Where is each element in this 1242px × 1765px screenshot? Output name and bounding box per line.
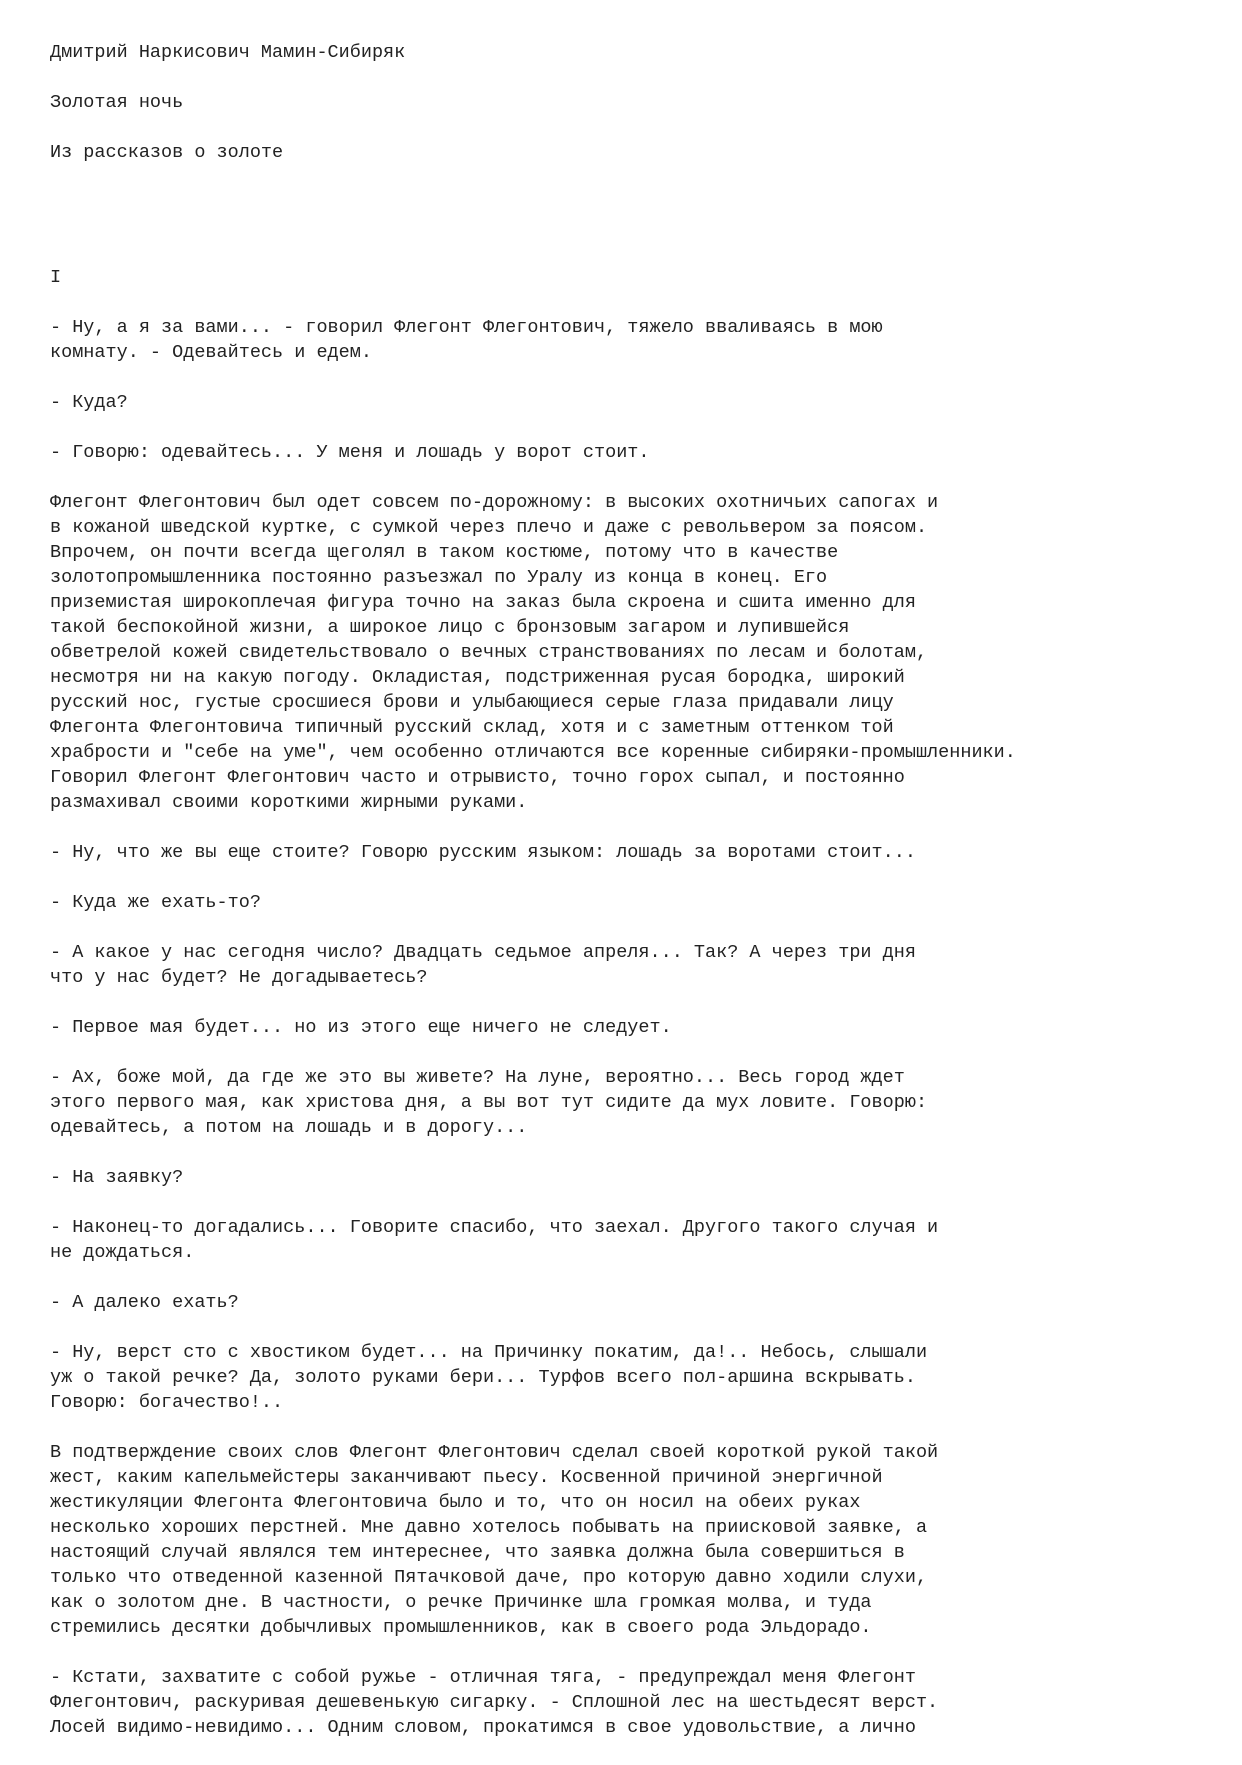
- paragraph: - Куда?: [50, 392, 128, 413]
- chapter-number: I: [50, 267, 62, 288]
- story-subtitle: Из рассказов о золоте: [50, 142, 284, 163]
- paragraph: Флегонт Флегонтович был одет совсем по-дорожному: в высоких охотничьих сапогах и в кожаной шведской куртке, с сумкой через плечо и даже с револьвером за поясом. Впрочем, он почти всегда щеголял в таком костюме, потому что в качестве золотопромышленника постоянно разъезжал по Уралу из конца в конец. Его приземистая широкоплечая фигура точно на заказ была скроена и сшита именно для такой беспокойной жизни, а широкое лицо с бронзовым загаром и лупившейся обветрелой кожей свидетельствовало о вечных странствованиях по лесам и болотам, несмотря ни на какую погоду. Окладистая, подстриженная русая бородка, широкий русский нос, густые сросшиеся брови и улыбающиеся серые глаза придавали лицу Флегонта Флегонтовича типичный русский склад, хотя и с заметным оттенком той храбрости и "себе на уме", чем особенно отличаются все коренные сибиряки-промышленники. Говорил Флегонт Флегонтович часто и отрывисто, точно горох сыпал, и постоянно размахивал своими короткими жирными руками.: [50, 492, 1016, 813]
- document-page: [50, 40, 1210, 1765]
- paragraph: - Говорю: одевайтесь... У меня и лошадь у ворот стоит.: [50, 442, 650, 463]
- story-title: Золотая ночь: [50, 92, 184, 113]
- author-name: Дмитрий Наркисович Мамин-Сибиряк: [50, 42, 406, 63]
- paragraph: - Кстати, захватите с собой ружье - отличная тяга, - предупреждал меня Флегонт Флегонтович, раскуривая дешевенькую сигарку. - Сплошной лес на шестьдесят верст. Лосей видимо-невидимо... Одним словом, прокатимся в свое удовольствие, а лично: [50, 1667, 939, 1738]
- paragraph: - Ну, верст сто с хвостиком будет... на Причинку покатим, да!.. Небось, слышали уж о такой речке? Да, золото руками бери... Турфов всего пол-аршина вскрывать. Говорю: богачество!..: [50, 1342, 928, 1413]
- paragraph: - Первое мая будет... но из этого еще ничего не следует.: [50, 1017, 672, 1038]
- paragraph: - На заявку?: [50, 1167, 184, 1188]
- paragraph: - Ну, что же вы еще стоите? Говорю русским языком: лошадь за воротами стоит...: [50, 842, 916, 863]
- section-spacer: [50, 190, 1210, 265]
- paragraph: - Ах, боже мой, да где же это вы живете? На луне, вероятно... Весь город ждет этого первого мая, как христова дня, а вы вот тут сидите да мух ловите. Говорю: одевайтесь, а потом на лошадь и в дорогу...: [50, 1067, 928, 1138]
- paragraph: - Куда же ехать-то?: [50, 892, 261, 913]
- paragraph: - А далеко ехать?: [50, 1292, 239, 1313]
- paragraph: - Ну, а я за вами... - говорил Флегонт Флегонтович, тяжело вваливаясь в мою комнату. - Одевайтесь и едем.: [50, 317, 883, 363]
- paragraph: - А какое у нас сегодня число? Двадцать седьмое апреля... Так? А через три дня что у нас будет? Не догадываетесь?: [50, 942, 916, 988]
- paragraph: В подтверждение своих слов Флегонт Флегонтович сделал своей короткой рукой такой жест, каким капельмейстеры заканчивают пьесу. Косвенной причиной энергичной жестикуляции Флегонта Флегонтовича было и то, что он носил на обеих руках несколько хороших перстней. Мне давно хотелось побывать на приисковой заявке, а настоящий случай являлся тем интереснее, что заявка должна была совершиться в только что отведенной казенной Пятачковой даче, про которую давно ходили слухи, как о золотом дне. В частности, о речке Причинке шла громкая молва, и туда стремились десятки добычливых промышленников, как в своего рода Эльдорадо.: [50, 1442, 939, 1638]
- paragraph: - Наконец-то догадались... Говорите спасибо, что заехал. Другого такого случая и не дождаться.: [50, 1217, 939, 1263]
